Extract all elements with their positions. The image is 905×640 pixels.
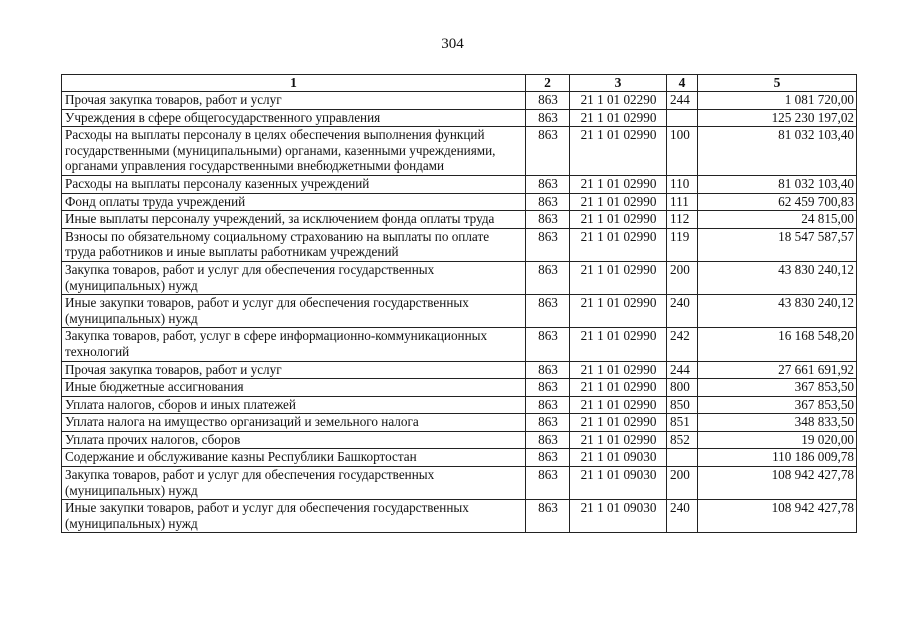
table-row	[62, 467, 857, 500]
column-header-expense-type: 4	[667, 75, 698, 92]
row-code-cell: 21 1 01 02990	[570, 295, 667, 328]
row-admin-cell: 863	[526, 175, 570, 193]
row-amount-cell: 81 032 103,40	[698, 175, 857, 193]
row-name-cell: Уплата налога на имущество организаций и земельного налога	[62, 414, 526, 432]
table-row	[62, 193, 857, 211]
row-code-cell: 21 1 01 02990	[570, 211, 667, 229]
row-code-cell: 21 1 01 02990	[570, 396, 667, 414]
row-name-cell: Прочая закупка товаров, работ и услуг	[62, 361, 526, 379]
table-body	[62, 92, 857, 533]
row-admin-cell: 863	[526, 361, 570, 379]
row-name-cell: Уплата налогов, сборов и иных платежей	[62, 396, 526, 414]
row-name-cell: Иные бюджетные ассигнования	[62, 379, 526, 397]
row-code-cell: 21 1 01 02990	[570, 261, 667, 294]
row-amount-cell: 62 459 700,83	[698, 193, 857, 211]
budget-table	[61, 74, 857, 533]
row-amount-cell: 367 853,50	[698, 396, 857, 414]
row-code-cell: 21 1 01 02990	[570, 431, 667, 449]
row-code-cell: 21 1 01 02290	[570, 92, 667, 110]
row-amount-cell: 43 830 240,12	[698, 295, 857, 328]
row-amount-cell: 24 815,00	[698, 211, 857, 229]
table-row	[62, 127, 857, 176]
table-row	[62, 328, 857, 361]
table-row	[62, 396, 857, 414]
table-row	[62, 228, 857, 261]
row-name-cell: Иные закупки товаров, работ и услуг для обеспечения государственных (муниципальных) нужд	[62, 500, 526, 533]
table-row	[62, 414, 857, 432]
row-code-cell: 21 1 01 02990	[570, 175, 667, 193]
row-amount-cell: 125 230 197,02	[698, 109, 857, 127]
row-admin-cell: 863	[526, 211, 570, 229]
row-code-cell: 21 1 01 02990	[570, 414, 667, 432]
row-amount-cell: 16 168 548,20	[698, 328, 857, 361]
row-expense-type-cell: 850	[667, 396, 698, 414]
row-admin-cell: 863	[526, 379, 570, 397]
row-amount-cell: 81 032 103,40	[698, 127, 857, 176]
table-row	[62, 379, 857, 397]
row-admin-cell: 863	[526, 500, 570, 533]
row-expense-type-cell: 100	[667, 127, 698, 176]
table-row	[62, 431, 857, 449]
row-expense-type-cell: 244	[667, 92, 698, 110]
row-code-cell: 21 1 01 02990	[570, 361, 667, 379]
row-amount-cell: 27 661 691,92	[698, 361, 857, 379]
row-code-cell: 21 1 01 02990	[570, 228, 667, 261]
table-row	[62, 109, 857, 127]
column-header-code: 3	[570, 75, 667, 92]
row-code-cell: 21 1 01 02990	[570, 109, 667, 127]
row-admin-cell: 863	[526, 431, 570, 449]
row-expense-type-cell: 110	[667, 175, 698, 193]
row-expense-type-cell	[667, 449, 698, 467]
row-amount-cell: 110 186 009,78	[698, 449, 857, 467]
row-expense-type-cell: 200	[667, 261, 698, 294]
row-code-cell: 21 1 01 09030	[570, 467, 667, 500]
row-admin-cell: 863	[526, 92, 570, 110]
row-admin-cell: 863	[526, 261, 570, 294]
table-row	[62, 500, 857, 533]
column-header-name: 1	[62, 75, 526, 92]
row-name-cell: Фонд оплаты труда учреждений	[62, 193, 526, 211]
row-expense-type-cell: 119	[667, 228, 698, 261]
row-expense-type-cell: 200	[667, 467, 698, 500]
row-admin-cell: 863	[526, 109, 570, 127]
row-admin-cell: 863	[526, 127, 570, 176]
row-expense-type-cell: 240	[667, 500, 698, 533]
row-admin-cell: 863	[526, 449, 570, 467]
row-code-cell: 21 1 01 02990	[570, 193, 667, 211]
row-admin-cell: 863	[526, 328, 570, 361]
table-row	[62, 261, 857, 294]
row-expense-type-cell: 111	[667, 193, 698, 211]
row-expense-type-cell: 800	[667, 379, 698, 397]
row-name-cell: Иные закупки товаров, работ и услуг для обеспечения государственных (муниципальных) нужд	[62, 295, 526, 328]
row-amount-cell: 108 942 427,78	[698, 500, 857, 533]
table-header-row	[62, 75, 857, 92]
row-expense-type-cell: 112	[667, 211, 698, 229]
row-admin-cell: 863	[526, 414, 570, 432]
row-name-cell: Уплата прочих налогов, сборов	[62, 431, 526, 449]
row-name-cell: Учреждения в сфере общегосударственного управления	[62, 109, 526, 127]
row-name-cell: Закупка товаров, работ, услуг в сфере информационно-коммуникационных технологий	[62, 328, 526, 361]
row-expense-type-cell: 851	[667, 414, 698, 432]
column-header-amount: 5	[698, 75, 857, 92]
row-expense-type-cell: 242	[667, 328, 698, 361]
row-amount-cell: 348 833,50	[698, 414, 857, 432]
page-number: 304	[441, 36, 464, 52]
row-amount-cell: 1 081 720,00	[698, 92, 857, 110]
row-name-cell: Закупка товаров, работ и услуг для обеспечения государственных (муниципальных) нужд	[62, 467, 526, 500]
row-code-cell: 21 1 01 09030	[570, 449, 667, 467]
row-code-cell: 21 1 01 02990	[570, 127, 667, 176]
row-admin-cell: 863	[526, 295, 570, 328]
table-row	[62, 175, 857, 193]
row-amount-cell: 18 547 587,57	[698, 228, 857, 261]
row-code-cell: 21 1 01 09030	[570, 500, 667, 533]
row-expense-type-cell: 852	[667, 431, 698, 449]
table-row	[62, 211, 857, 229]
row-admin-cell: 863	[526, 193, 570, 211]
table-row	[62, 295, 857, 328]
row-expense-type-cell: 244	[667, 361, 698, 379]
row-amount-cell: 19 020,00	[698, 431, 857, 449]
row-name-cell: Прочая закупка товаров, работ и услуг	[62, 92, 526, 110]
row-admin-cell: 863	[526, 396, 570, 414]
row-code-cell: 21 1 01 02990	[570, 379, 667, 397]
row-admin-cell: 863	[526, 467, 570, 500]
row-name-cell: Содержание и обслуживание казны Республики Башкортостан	[62, 449, 526, 467]
row-code-cell: 21 1 01 02990	[570, 328, 667, 361]
column-header-admin: 2	[526, 75, 570, 92]
row-amount-cell: 108 942 427,78	[698, 467, 857, 500]
row-name-cell: Закупка товаров, работ и услуг для обеспечения государственных (муниципальных) нужд	[62, 261, 526, 294]
row-name-cell: Расходы на выплаты персоналу в целях обеспечения выполнения функций государственными (муниципальными) органами, казенными учреждениями, органами управления государственными внебюджетными фондами	[62, 127, 526, 176]
table-row	[62, 361, 857, 379]
row-amount-cell: 43 830 240,12	[698, 261, 857, 294]
row-amount-cell: 367 853,50	[698, 379, 857, 397]
row-name-cell: Иные выплаты персоналу учреждений, за исключением фонда оплаты труда	[62, 211, 526, 229]
row-expense-type-cell	[667, 109, 698, 127]
row-name-cell: Взносы по обязательному социальному страхованию на выплаты по оплате труда работников и иные выплаты работникам учреждений	[62, 228, 526, 261]
table-row	[62, 449, 857, 467]
table-row	[62, 92, 857, 110]
row-name-cell: Расходы на выплаты персоналу казенных учреждений	[62, 175, 526, 193]
row-expense-type-cell: 240	[667, 295, 698, 328]
row-admin-cell: 863	[526, 228, 570, 261]
